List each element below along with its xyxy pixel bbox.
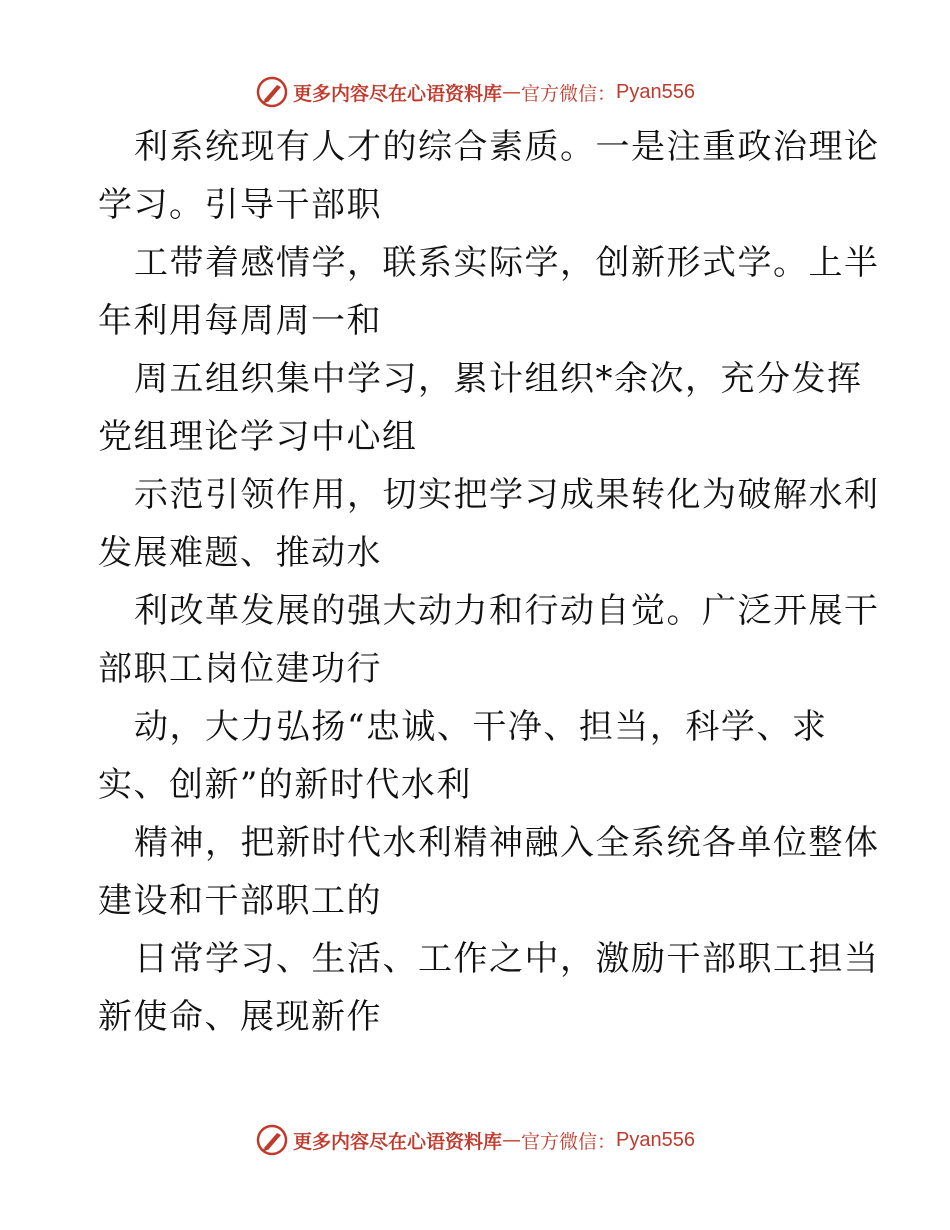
watermark-dash: — (502, 1129, 522, 1151)
paragraph-line: 工带着感情学，联系实际学，创新形式学。上半 (134, 243, 880, 283)
document-body (98, 118, 880, 1046)
paragraph-line: 实、创新”的新时代水利 (98, 765, 472, 805)
paragraph (98, 930, 880, 1046)
paragraph-line: 利系统现有人才的综合素质。一是注重政治理论 (134, 127, 880, 167)
paragraph (98, 118, 880, 234)
paragraph (98, 350, 863, 466)
watermark-wechat-id: Pyan556 (616, 1128, 695, 1151)
watermark-wechat-id: Pyan556 (616, 80, 695, 103)
watermark-dash: — (502, 81, 522, 103)
paragraph-line: 周五组织集中学习，累计组织*余次，充分发挥 (134, 359, 863, 399)
paragraph-line: 部职工岗位建功行 (98, 649, 382, 689)
paragraph (98, 814, 880, 930)
watermark-sub-text: 官方微信： (521, 82, 617, 105)
footer-watermark (0, 1120, 950, 1160)
paragraph-line: 党组理论学习中心组 (98, 417, 418, 457)
watermark-main-text: 更多内容尽在心语资料库 (293, 1130, 503, 1153)
paragraph-line: 动，大力弘扬“忠诚、干净、担当，科学、求 (134, 707, 828, 747)
paragraph (98, 466, 880, 582)
paragraph-line: 日常学习、生活、工作之中，激励干部职工担当 (134, 939, 880, 979)
paragraph-line: 年利用每周周一和 (98, 301, 382, 341)
watermark-main-text: 更多内容尽在心语资料库 (293, 82, 503, 105)
paragraph (98, 234, 880, 350)
paragraph-line: 精神，把新时代水利精神融入全系统各单位整体 (134, 823, 880, 863)
paragraph-line: 学习。引导干部职 (98, 185, 382, 225)
quill-pen-logo-icon (255, 75, 289, 109)
paragraph-line: 发展难题、推动水 (98, 533, 382, 573)
watermark-sub-text: 官方微信： (521, 1130, 617, 1153)
paragraph (98, 582, 880, 698)
paragraph (98, 698, 858, 814)
quill-pen-logo-icon (255, 1123, 289, 1157)
paragraph-line: 新使命、展现新作 (98, 997, 382, 1037)
paragraph-line: 建设和干部职工的 (98, 881, 382, 921)
paragraph-line: 利改革发展的强大动力和行动自觉。广泛开展干 (134, 591, 880, 631)
header-watermark (0, 72, 950, 112)
paragraph-line: 示范引领作用，切实把学习成果转化为破解水利 (134, 475, 880, 515)
